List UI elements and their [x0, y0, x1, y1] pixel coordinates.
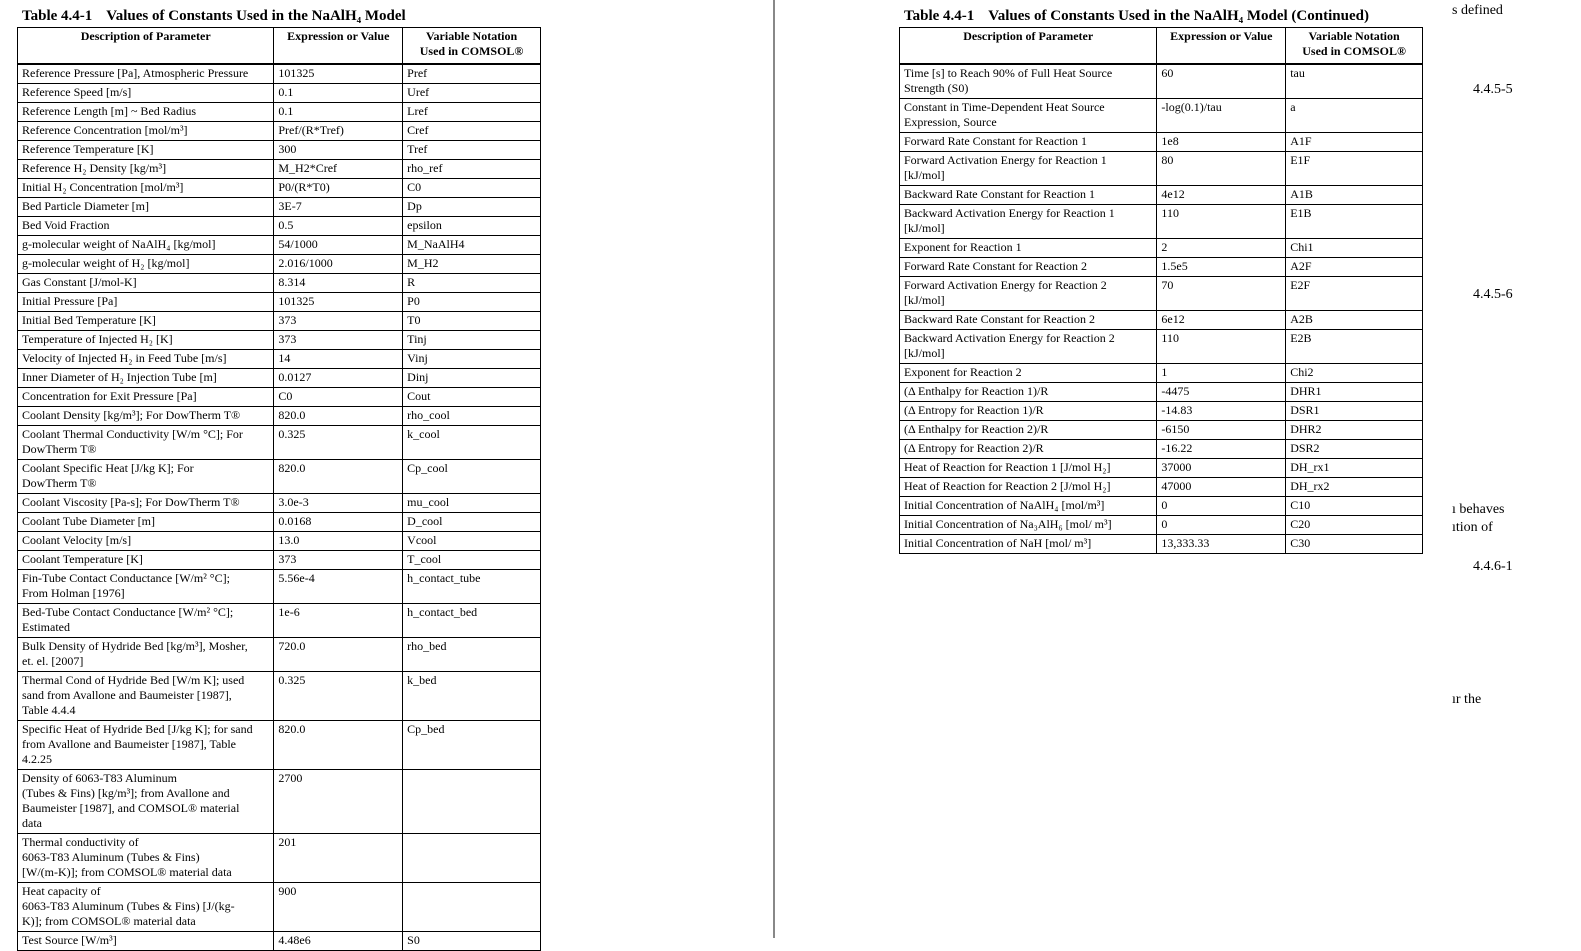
cell-value: 373 — [274, 312, 403, 331]
cell-description: Initial H₂ Concentration [mol/m³] — [18, 179, 274, 198]
right-table-title — [904, 8, 1369, 25]
table-row — [900, 330, 1423, 364]
cell-description: Reference Concentration [mol/m³] — [18, 122, 274, 141]
cell-variable: DHR2 — [1286, 421, 1423, 440]
cell-value: 13.0 — [274, 532, 403, 551]
cell-description: Forward Rate Constant for Reaction 1 — [900, 133, 1157, 152]
cell-variable: T_cool — [403, 551, 541, 570]
cell-variable: S0 — [403, 932, 541, 951]
cell-value: 1e8 — [1157, 133, 1286, 152]
table-row — [18, 103, 541, 122]
cell-value: 0.0168 — [274, 513, 403, 532]
cell-value: 3.0e-3 — [274, 494, 403, 513]
table-row — [900, 535, 1423, 554]
cell-description: (Δ Entropy for Reaction 1)/R — [900, 402, 1157, 421]
table-row — [900, 478, 1423, 497]
header-variable: Variable Notation Used in COMSOL® — [403, 28, 541, 65]
table-row — [18, 198, 541, 217]
cell-variable: Chi2 — [1286, 364, 1423, 383]
cell-value: 0.5 — [274, 217, 403, 236]
table-row — [18, 179, 541, 198]
cell-value: 110 — [1157, 205, 1286, 239]
cell-description: Test Source [W/m³] — [18, 932, 274, 951]
table-row — [900, 239, 1423, 258]
table-row — [900, 383, 1423, 402]
cell-value: 80 — [1157, 152, 1286, 186]
table-row — [900, 516, 1423, 535]
cell-value: -6150 — [1157, 421, 1286, 440]
cell-variable: D_cool — [403, 513, 541, 532]
table-row — [18, 638, 541, 672]
cell-variable: Vcool — [403, 532, 541, 551]
cell-variable: h_contact_bed — [403, 604, 541, 638]
cell-description: Thermal conductivity of 6063-T83 Aluminum (Tubes & Fins) [W/(m-K)]; from COMSOL® material data — [18, 834, 274, 883]
cell-description: Velocity of Injected H₂ in Feed Tube [m/s] — [18, 350, 274, 369]
table-row — [900, 152, 1423, 186]
cell-description: Initial Concentration of NaH [mol/ m³] — [900, 535, 1157, 554]
cell-value: 4e12 — [1157, 186, 1286, 205]
cell-value: 820.0 — [274, 407, 403, 426]
cell-value: 1 — [1157, 364, 1286, 383]
cell-description: Initial Concentration of Na₃AlH₆ [mol/ m³] — [900, 516, 1157, 535]
cell-description: Bulk Density of Hydride Bed [kg/m³], Mosher, et. el. [2007] — [18, 638, 274, 672]
header-description: Description of Parameter — [18, 28, 274, 65]
cell-value: 6e12 — [1157, 311, 1286, 330]
cell-value: 2 — [1157, 239, 1286, 258]
table-row — [18, 64, 541, 84]
left-table-title — [22, 8, 406, 25]
cell-value: 4.48e6 — [274, 932, 403, 951]
cell-description: Heat of Reaction for Reaction 1 [J/mol H₂] — [900, 459, 1157, 478]
cell-variable: P0 — [403, 293, 541, 312]
table-row — [18, 770, 541, 834]
cell-description: Thermal Cond of Hydride Bed [W/m K]; used sand from Avallone and Baumeister [1987], Table 4.4.4 — [18, 672, 274, 721]
cell-value: 300 — [274, 141, 403, 160]
header-value: Expression or Value — [274, 28, 403, 65]
table-row — [18, 570, 541, 604]
cell-variable: C30 — [1286, 535, 1423, 554]
table-row — [18, 883, 541, 932]
cell-value: 201 — [274, 834, 403, 883]
cell-variable: E1F — [1286, 152, 1423, 186]
cell-description: Forward Rate Constant for Reaction 2 — [900, 258, 1157, 277]
table-row — [18, 255, 541, 274]
table-header-row — [18, 28, 541, 65]
cell-variable: DH_rx2 — [1286, 478, 1423, 497]
cell-variable: Vinj — [403, 350, 541, 369]
cell-variable: A2B — [1286, 311, 1423, 330]
cell-value: 820.0 — [274, 460, 403, 494]
margin-text: s defined — [1452, 3, 1503, 18]
cell-description: Time [s] to Reach 90% of Full Heat Source Strength (S0) — [900, 64, 1157, 99]
table-row — [18, 721, 541, 770]
cell-value: 0.1 — [274, 103, 403, 122]
table-row — [18, 217, 541, 236]
cell-description: Exponent for Reaction 1 — [900, 239, 1157, 258]
table-row — [18, 84, 541, 103]
table-row — [900, 364, 1423, 383]
cell-description: Gas Constant [J/mol-K] — [18, 274, 274, 293]
cell-variable: Uref — [403, 84, 541, 103]
cell-description: Forward Activation Energy for Reaction 2 [kJ/mol] — [900, 277, 1157, 311]
table-row — [900, 459, 1423, 478]
cell-value: -log(0.1)/tau — [1157, 99, 1286, 133]
table-row — [900, 497, 1423, 516]
cell-variable: Pref — [403, 64, 541, 84]
cell-value: 373 — [274, 331, 403, 350]
cell-description: (Δ Entropy for Reaction 2)/R — [900, 440, 1157, 459]
cell-variable: DHR1 — [1286, 383, 1423, 402]
table-header-row — [900, 28, 1423, 65]
cell-value: 47000 — [1157, 478, 1286, 497]
cell-variable: Cp_bed — [403, 721, 541, 770]
cell-description: Coolant Temperature [K] — [18, 551, 274, 570]
cell-variable: C0 — [403, 179, 541, 198]
table-row — [18, 331, 541, 350]
cell-value: 101325 — [274, 293, 403, 312]
cell-description: Bed Void Fraction — [18, 217, 274, 236]
table-row — [18, 532, 541, 551]
cell-value: 13,333.33 — [1157, 535, 1286, 554]
cell-description: Fin-Tube Contact Conductance [W/m² °C]; From Holman [1976] — [18, 570, 274, 604]
cell-description: Heat capacity of 6063-T83 Aluminum (Tubes & Fins) [J/(kg- K)]; from COMSOL® material data — [18, 883, 274, 932]
table-row — [18, 293, 541, 312]
cell-variable: A2F — [1286, 258, 1423, 277]
cell-variable: M_NaAlH4 — [403, 236, 541, 255]
cell-description: Initial Concentration of NaAlH₄ [mol/m³] — [900, 497, 1157, 516]
cell-value: 70 — [1157, 277, 1286, 311]
cell-variable: E2B — [1286, 330, 1423, 364]
cell-variable: E1B — [1286, 205, 1423, 239]
cell-description: Coolant Tube Diameter [m] — [18, 513, 274, 532]
cell-value: 720.0 — [274, 638, 403, 672]
cell-value: 0 — [1157, 497, 1286, 516]
cell-description: Reference Length [m] ~ Bed Radius — [18, 103, 274, 122]
cell-value: 5.56e-4 — [274, 570, 403, 604]
cell-value: 0.325 — [274, 672, 403, 721]
table-row — [18, 426, 541, 460]
cell-value: 54/1000 — [274, 236, 403, 255]
table-row — [18, 160, 541, 179]
table-row — [900, 402, 1423, 421]
table-row — [900, 99, 1423, 133]
table-row — [18, 388, 541, 407]
table-number: Table 4.4-1 — [22, 8, 93, 24]
cell-description: Specific Heat of Hydride Bed [J/kg K]; for sand from Avallone and Baumeister [1987], Table 4.2.25 — [18, 721, 274, 770]
header-description: Description of Parameter — [900, 28, 1157, 65]
table-row — [900, 258, 1423, 277]
table-row — [18, 122, 541, 141]
cell-value: 2.016/1000 — [274, 255, 403, 274]
table-row — [18, 672, 541, 721]
table-caption: Values of Constants Used in the NaAlH₄ Model — [106, 8, 406, 24]
cell-description: Reference Pressure [Pa], Atmospheric Pressure — [18, 64, 274, 84]
table-row — [18, 494, 541, 513]
cell-description: g-molecular weight of NaAlH₄ [kg/mol] — [18, 236, 274, 255]
table-row — [18, 274, 541, 293]
cell-variable: Cref — [403, 122, 541, 141]
cell-value: -14.83 — [1157, 402, 1286, 421]
cell-description: Coolant Specific Heat [J/kg K]; For DowTherm T® — [18, 460, 274, 494]
cell-variable: Dp — [403, 198, 541, 217]
cell-value: P0/(R*T0) — [274, 179, 403, 198]
cell-variable: rho_ref — [403, 160, 541, 179]
table-row — [900, 277, 1423, 311]
cell-value: C0 — [274, 388, 403, 407]
equation-number: 4.4.5-5 — [1473, 82, 1513, 97]
constants-table — [17, 27, 541, 951]
table-row — [18, 312, 541, 331]
cell-variable: Chi1 — [1286, 239, 1423, 258]
table-row — [18, 604, 541, 638]
cell-value: 0.325 — [274, 426, 403, 460]
cell-variable: C10 — [1286, 497, 1423, 516]
cell-value: 900 — [274, 883, 403, 932]
table-row — [900, 133, 1423, 152]
page-divider — [773, 0, 775, 938]
cell-variable — [403, 770, 541, 834]
table-row — [18, 141, 541, 160]
cell-variable: C20 — [1286, 516, 1423, 535]
cell-variable: T0 — [403, 312, 541, 331]
cell-variable: A1F — [1286, 133, 1423, 152]
cell-value: -16.22 — [1157, 440, 1286, 459]
table-row — [900, 205, 1423, 239]
cell-variable: a — [1286, 99, 1423, 133]
cell-variable: tau — [1286, 64, 1423, 99]
cell-variable: Dinj — [403, 369, 541, 388]
margin-text: ı behaves — [1452, 502, 1505, 517]
cell-description: Reference H₂ Density [kg/m³] — [18, 160, 274, 179]
cell-value: 0.1 — [274, 84, 403, 103]
cell-description: Backward Activation Energy for Reaction 2 [kJ/mol] — [900, 330, 1157, 364]
cell-description: (Δ Enthalpy for Reaction 2)/R — [900, 421, 1157, 440]
table-row — [900, 440, 1423, 459]
constants-table-continued — [899, 27, 1423, 554]
cell-variable: Cp_cool — [403, 460, 541, 494]
table-row — [900, 421, 1423, 440]
cell-description: Temperature of Injected H₂ [K] — [18, 331, 274, 350]
header-value: Expression or Value — [1157, 28, 1286, 65]
cell-description: Coolant Velocity [m/s] — [18, 532, 274, 551]
cell-value: -4475 — [1157, 383, 1286, 402]
header-variable: Variable Notation Used in COMSOL® — [1286, 28, 1423, 65]
cell-description: Density of 6063-T83 Aluminum (Tubes & Fins) [kg/m³]; from Avallone and Baumeister [1987], and COMSOL® material data — [18, 770, 274, 834]
table-row — [18, 236, 541, 255]
margin-text: ır the — [1452, 692, 1482, 707]
cell-value: 110 — [1157, 330, 1286, 364]
cell-value: M_H2*Cref — [274, 160, 403, 179]
cell-variable: Tinj — [403, 331, 541, 350]
margin-text: ıtion of — [1452, 520, 1493, 535]
cell-description: Coolant Density [kg/m³]; For DowTherm T® — [18, 407, 274, 426]
cell-description: Backward Rate Constant for Reaction 1 — [900, 186, 1157, 205]
cell-description: (Δ Enthalpy for Reaction 1)/R — [900, 383, 1157, 402]
cell-variable: R — [403, 274, 541, 293]
table-row — [18, 513, 541, 532]
cell-variable: Tref — [403, 141, 541, 160]
cell-value: Pref/(R*Tref) — [274, 122, 403, 141]
cell-variable — [403, 834, 541, 883]
cell-variable: rho_cool — [403, 407, 541, 426]
cell-description: g-molecular weight of H₂ [kg/mol] — [18, 255, 274, 274]
cell-variable: epsilon — [403, 217, 541, 236]
cell-value: 2700 — [274, 770, 403, 834]
cell-value: 1e-6 — [274, 604, 403, 638]
cell-variable: k_cool — [403, 426, 541, 460]
cell-variable: A1B — [1286, 186, 1423, 205]
cell-description: Bed Particle Diameter [m] — [18, 198, 274, 217]
cell-value: 0 — [1157, 516, 1286, 535]
table-row — [18, 460, 541, 494]
table-row — [18, 834, 541, 883]
cell-variable: DSR2 — [1286, 440, 1423, 459]
cell-value: 820.0 — [274, 721, 403, 770]
cell-description: Backward Activation Energy for Reaction 1 [kJ/mol] — [900, 205, 1157, 239]
cell-description: Constant in Time-Dependent Heat Source Expression, Source — [900, 99, 1157, 133]
table-row — [18, 369, 541, 388]
table-row — [900, 64, 1423, 99]
table-caption: Values of Constants Used in the NaAlH₄ Model (Continued) — [988, 8, 1369, 24]
cell-variable: M_H2 — [403, 255, 541, 274]
cell-value: 37000 — [1157, 459, 1286, 478]
cell-description: Concentration for Exit Pressure [Pa] — [18, 388, 274, 407]
cell-variable: mu_cool — [403, 494, 541, 513]
cell-value: 373 — [274, 551, 403, 570]
cell-variable: Cout — [403, 388, 541, 407]
cell-description: Bed-Tube Contact Conductance [W/m² °C]; Estimated — [18, 604, 274, 638]
table-row — [900, 186, 1423, 205]
table-row — [18, 551, 541, 570]
cell-description: Backward Rate Constant for Reaction 2 — [900, 311, 1157, 330]
cell-description: Initial Pressure [Pa] — [18, 293, 274, 312]
cell-variable: rho_bed — [403, 638, 541, 672]
table-row — [18, 932, 541, 951]
cell-value: 1.5e5 — [1157, 258, 1286, 277]
cell-variable: k_bed — [403, 672, 541, 721]
cell-value: 60 — [1157, 64, 1286, 99]
cell-description: Coolant Viscosity [Pa-s]; For DowTherm T® — [18, 494, 274, 513]
cell-variable: DSR1 — [1286, 402, 1423, 421]
cell-value: 3E-7 — [274, 198, 403, 217]
cell-description: Initial Bed Temperature [K] — [18, 312, 274, 331]
cell-variable: DH_rx1 — [1286, 459, 1423, 478]
cell-description: Forward Activation Energy for Reaction 1 [kJ/mol] — [900, 152, 1157, 186]
cell-description: Reference Temperature [K] — [18, 141, 274, 160]
cell-value: 8.314 — [274, 274, 403, 293]
equation-number: 4.4.6-1 — [1473, 559, 1513, 574]
equation-number: 4.4.5-6 — [1473, 287, 1513, 302]
cell-description: Coolant Thermal Conductivity [W/m °C]; For DowTherm T® — [18, 426, 274, 460]
table-row — [18, 350, 541, 369]
cell-value: 101325 — [274, 64, 403, 84]
cell-variable — [403, 883, 541, 932]
cell-description: Reference Speed [m/s] — [18, 84, 274, 103]
cell-description: Inner Diameter of H₂ Injection Tube [m] — [18, 369, 274, 388]
cell-value: 14 — [274, 350, 403, 369]
cell-variable: h_contact_tube — [403, 570, 541, 604]
table-row — [900, 311, 1423, 330]
table-number: Table 4.4-1 — [904, 8, 975, 24]
table-row — [18, 407, 541, 426]
cell-variable: E2F — [1286, 277, 1423, 311]
cell-variable: Lref — [403, 103, 541, 122]
cell-description: Heat of Reaction for Reaction 2 [J/mol H₂] — [900, 478, 1157, 497]
cell-description: Exponent for Reaction 2 — [900, 364, 1157, 383]
cell-value: 0.0127 — [274, 369, 403, 388]
